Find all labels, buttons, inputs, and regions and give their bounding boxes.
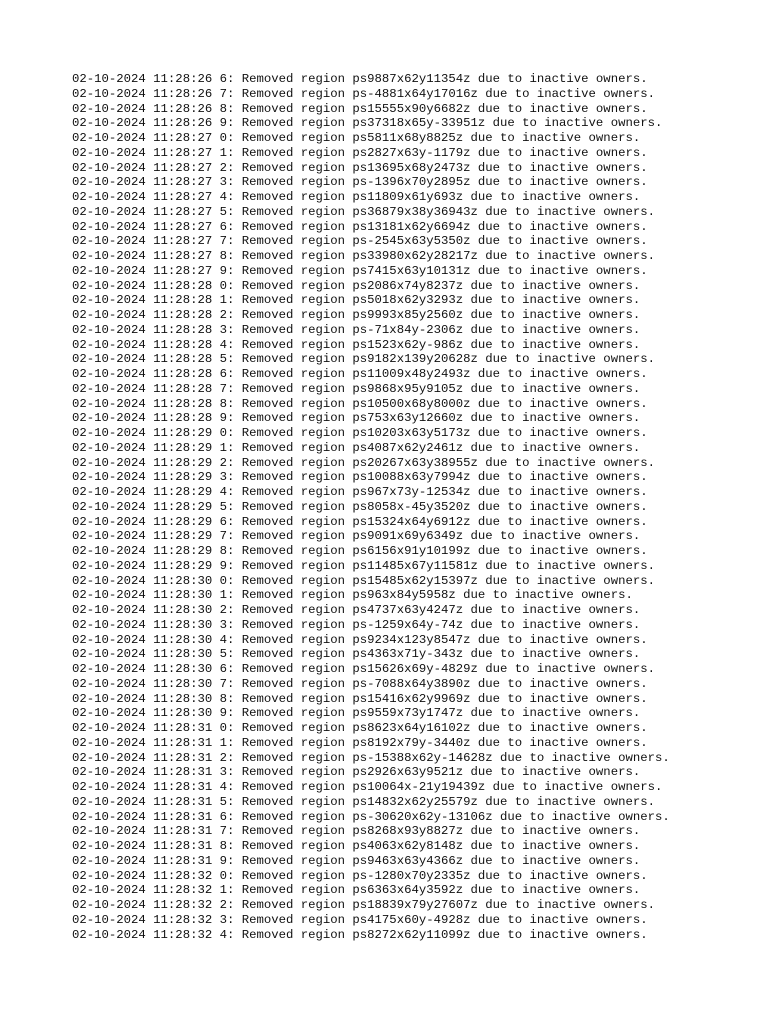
log-line: 02-10-2024 11:28:30 1: Removed region ps963x84y5958z due to inactive owners. [72,588,633,603]
log-line: 02-10-2024 11:28:32 4: Removed region ps8272x62y11099z due to inactive owners. [72,927,648,942]
log-line: 02-10-2024 11:28:26 6: Removed region ps9887x62y11354z due to inactive owners. [72,72,648,86]
log-line: 02-10-2024 11:28:28 2: Removed region ps9993x85y2560z due to inactive owners. [72,308,641,322]
log-line: 02-10-2024 11:28:28 7: Removed region ps9868x95y9105z due to inactive owners. [72,381,641,396]
log-line: 02-10-2024 11:28:30 4: Removed region ps9234x123y8547z due to inactive owners. [72,632,648,647]
log-line: 02-10-2024 11:28:30 7: Removed region ps-7088x64y3890z due to inactive owners. [72,676,648,691]
log-line: 02-10-2024 11:28:29 8: Removed region ps6156x91y10199z due to inactive owners. [72,544,648,558]
log-line: 02-10-2024 11:28:31 7: Removed region ps8268x93y8827z due to inactive owners. [72,824,641,839]
log-line: 02-10-2024 11:28:29 5: Removed region ps8058x-45y3520z due to inactive owners. [72,499,648,514]
log-line: 02-10-2024 11:28:32 2: Removed region ps18839x79y27607z due to inactive owners. [72,898,655,912]
log-line: 02-10-2024 11:28:28 0: Removed region ps2086x74y8237z due to inactive owners. [72,278,641,293]
log-line: 02-10-2024 11:28:30 3: Removed region ps-1259x64y-74z due to inactive owners. [72,617,641,632]
log-line: 02-10-2024 11:28:27 0: Removed region ps5811x68y8825z due to inactive owners. [72,131,641,145]
log-line: 02-10-2024 11:28:27 9: Removed region ps7415x63y10131z due to inactive owners. [72,263,648,278]
log-line: 02-10-2024 11:28:27 6: Removed region ps13181x62y6694z due to inactive owners. [72,219,648,234]
log-line: 02-10-2024 11:28:28 4: Removed region ps1523x62y-986z due to inactive owners. [72,337,641,352]
log-line: 02-10-2024 11:28:26 7: Removed region ps-4881x64y17016z due to inactive owners. [72,86,655,101]
log-line: 02-10-2024 11:28:28 5: Removed region ps9182x139y20628z due to inactive owners. [72,352,655,367]
log-line: 02-10-2024 11:28:29 4: Removed region ps967x73y-12534z due to inactive owners. [72,485,648,499]
log-line: 02-10-2024 11:28:27 2: Removed region ps13695x68y2473z due to inactive owners. [72,160,648,175]
log-line: 02-10-2024 11:28:27 7: Removed region ps-2545x63y5350z due to inactive owners. [72,234,648,249]
log-line: 02-10-2024 11:28:29 1: Removed region ps4087x62y2461z due to inactive owners. [72,440,641,455]
log-document [72,72,752,942]
log-line: 02-10-2024 11:28:27 4: Removed region ps11809x61y693z due to inactive owners. [72,190,641,204]
log-line: 02-10-2024 11:28:26 9: Removed region ps37318x65y-33951z due to inactive owners. [72,116,663,131]
log-line: 02-10-2024 11:28:31 2: Removed region ps-15388x62y-14628z due to inactive owners. [72,750,670,765]
log-line: 02-10-2024 11:28:31 0: Removed region ps8623x64y16102z due to inactive owners. [72,721,648,735]
log-line: 02-10-2024 11:28:30 5: Removed region ps4363x71y-343z due to inactive owners. [72,647,641,662]
log-line: 02-10-2024 11:28:29 0: Removed region ps10203x63y5173z due to inactive owners. [72,426,648,440]
log-line: 02-10-2024 11:28:27 8: Removed region ps33980x62y28217z due to inactive owners. [72,249,655,263]
log-line: 02-10-2024 11:28:28 6: Removed region ps11009x48y2493z due to inactive owners. [72,367,648,381]
log-line: 02-10-2024 11:28:31 5: Removed region ps14832x62y25579z due to inactive owners. [72,794,655,809]
log-line: 02-10-2024 11:28:31 1: Removed region ps8192x79y-3440z due to inactive owners. [72,735,648,750]
log-lines [72,72,752,942]
log-line: 02-10-2024 11:28:27 3: Removed region ps-1396x70y2895z due to inactive owners. [72,175,648,190]
log-line: 02-10-2024 11:28:30 2: Removed region ps4737x63y4247z due to inactive owners. [72,603,641,617]
log-line: 02-10-2024 11:28:30 9: Removed region ps9559x73y1747z due to inactive owners. [72,706,641,721]
log-line: 02-10-2024 11:28:29 2: Removed region ps20267x63y38955z due to inactive owners. [72,455,655,470]
log-line: 02-10-2024 11:28:31 4: Removed region ps10064x-21y19439z due to inactive owners. [72,780,663,794]
log-line: 02-10-2024 11:28:31 6: Removed region ps-30620x62y-13106z due to inactive owners. [72,809,670,824]
log-line: 02-10-2024 11:28:30 8: Removed region ps15416x62y9969z due to inactive owners. [72,691,648,706]
log-line: 02-10-2024 11:28:30 6: Removed region ps15626x69y-4829z due to inactive owners. [72,662,655,676]
log-line: 02-10-2024 11:28:32 0: Removed region ps-1280x70y2335z due to inactive owners. [72,868,648,883]
log-line: 02-10-2024 11:28:31 9: Removed region ps9463x63y4366z due to inactive owners. [72,853,641,868]
log-line: 02-10-2024 11:28:31 3: Removed region ps2926x63y9521z due to inactive owners. [72,765,641,780]
log-line: 02-10-2024 11:28:29 6: Removed region ps15324x64y6912z due to inactive owners. [72,514,648,529]
log-line: 02-10-2024 11:28:28 3: Removed region ps-71x84y-2306z due to inactive owners. [72,322,641,337]
log-line: 02-10-2024 11:28:32 3: Removed region ps4175x60y-4928z due to inactive owners. [72,912,648,927]
log-line: 02-10-2024 11:28:31 8: Removed region ps4063x62y8148z due to inactive owners. [72,839,641,853]
log-line: 02-10-2024 11:28:29 3: Removed region ps10088x63y7994z due to inactive owners. [72,470,648,485]
log-line: 02-10-2024 11:28:28 1: Removed region ps5018x62y3293z due to inactive owners. [72,293,641,308]
log-line: 02-10-2024 11:28:26 8: Removed region ps15555x90y6682z due to inactive owners. [72,101,648,116]
log-line: 02-10-2024 11:28:29 7: Removed region ps9091x69y6349z due to inactive owners. [72,529,641,544]
log-line: 02-10-2024 11:28:29 9: Removed region ps11485x67y11581z due to inactive owners. [72,558,655,573]
log-line: 02-10-2024 11:28:27 5: Removed region ps36879x38y36943z due to inactive owners. [72,204,655,219]
log-line: 02-10-2024 11:28:28 9: Removed region ps753x63y12660z due to inactive owners. [72,411,641,426]
log-line: 02-10-2024 11:28:27 1: Removed region ps2827x63y-1179z due to inactive owners. [72,145,648,160]
log-line: 02-10-2024 11:28:32 1: Removed region ps6363x64y3592z due to inactive owners. [72,883,641,898]
log-line: 02-10-2024 11:28:28 8: Removed region ps10500x68y8000z due to inactive owners. [72,396,648,411]
log-line: 02-10-2024 11:28:30 0: Removed region ps15485x62y15397z due to inactive owners. [72,573,655,588]
